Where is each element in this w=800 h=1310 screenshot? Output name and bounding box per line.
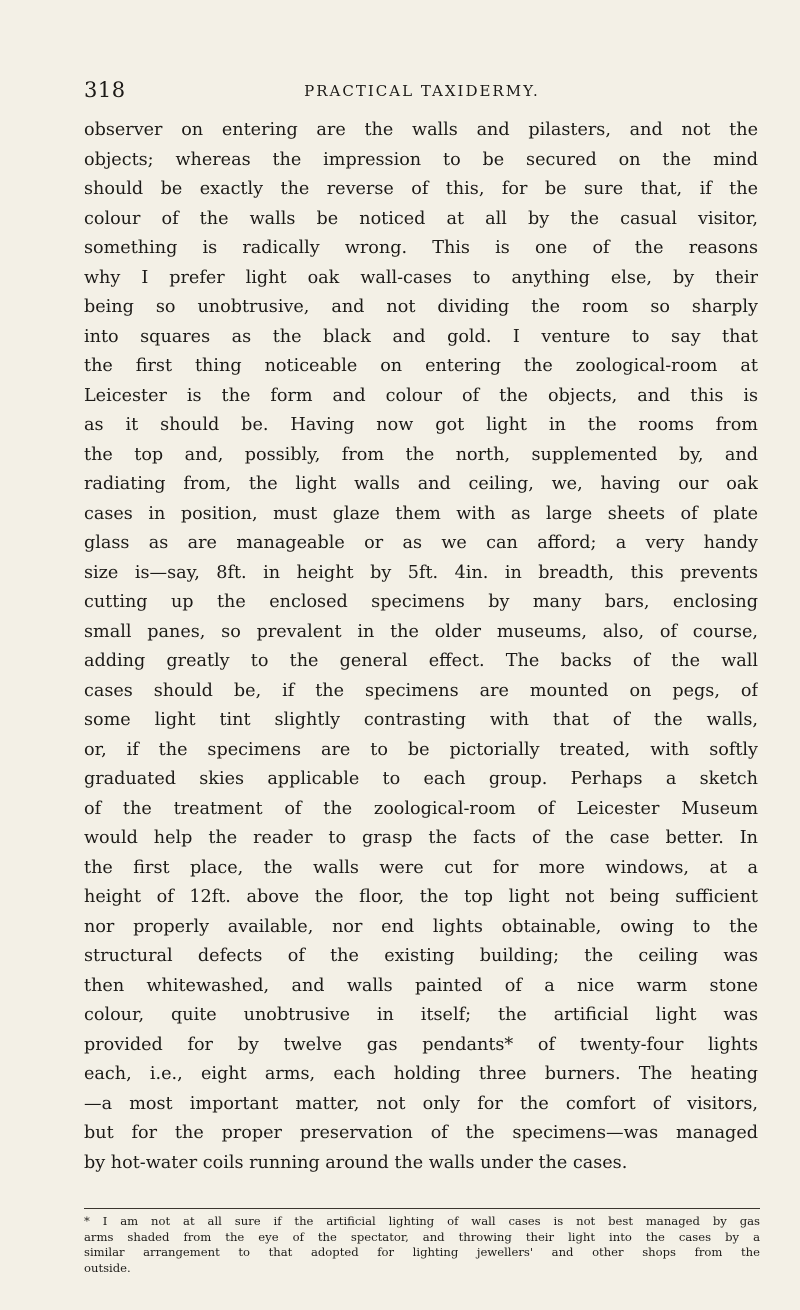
footnote: [84, 1214, 760, 1276]
text-line: radiating from, the light walls and ceiling, we, having our oak: [84, 474, 758, 494]
text-line: or, if the specimens are to be pictorially treated, with softly: [84, 739, 758, 760]
text-line: the first place, the walls were cut for more windows, at a: [84, 857, 758, 878]
text-line: being so unobtrusive, and not dividing the room so sharply: [84, 297, 758, 317]
text-line: provided for by twelve gas pendants* of twenty-four lights: [84, 1034, 758, 1055]
text-line: colour, quite unobtrusive in itself; the artificial light was: [84, 1005, 758, 1025]
text-line: some light tint slightly contrasting with that of the walls,: [84, 710, 758, 730]
text-line: the first thing noticeable on entering the zoological-room at: [84, 356, 758, 376]
text-line: structural defects of the existing building; the ceiling was: [84, 946, 758, 966]
text-line: cases should be, if the specimens are mounted on pegs, of: [84, 680, 758, 701]
running-head: PRACTICAL TAXIDERMY.: [304, 82, 540, 100]
text-line: colour of the walls be noticed at all by the casual visitor,: [84, 208, 758, 229]
footnote-line: * I am not at all sure if the artificial lighting of wall cases is not best managed by gas: [84, 1214, 760, 1228]
text-line: adding greatly to the general effect. The backs of the wall: [84, 651, 758, 671]
text-line: should be exactly the reverse of this, for be sure that, if the: [84, 179, 758, 199]
body-text: [84, 116, 758, 1178]
text-line: into squares as the black and gold. I venture to say that: [84, 326, 758, 347]
page-number: 318: [84, 78, 126, 102]
text-line: objects; whereas the impression to be secured on the mind: [84, 149, 758, 170]
text-line: why I prefer light oak wall-cases to anything else, by their: [84, 267, 758, 288]
text-line: of the treatment of the zoological-room of Leicester Museum: [84, 798, 758, 819]
text-line: but for the proper preservation of the specimens—was managed: [84, 1123, 758, 1143]
text-line: as it should be. Having now got light in the rooms from: [84, 415, 758, 435]
text-line: then whitewashed, and walls painted of a nice warm stone: [84, 975, 758, 996]
text-line: would help the reader to grasp the facts of the case better. In: [84, 828, 758, 848]
text-line: Leicester is the form and colour of the objects, and this is: [84, 385, 758, 406]
text-line: size is—say, 8ft. in height by 5ft. 4in. in breadth, this prevents: [84, 562, 758, 583]
text-line: graduated skies applicable to each group. Perhaps a sketch: [84, 769, 758, 789]
text-line: the top and, possibly, from the north, supplemented by, and: [84, 444, 758, 465]
footnote-line: arms shaded from the eye of the spectator, and throwing their light into the cases by a: [84, 1229, 760, 1244]
text-line: cutting up the enclosed specimens by many bars, enclosing: [84, 592, 758, 612]
footnote-divider: [84, 1208, 760, 1209]
text-line: height of 12ft. above the floor, the top light not being sufficient: [84, 887, 758, 907]
text-line: glass as are manageable or as we can afford; a very handy: [84, 533, 758, 553]
text-line: cases in position, must glaze them with as large sheets of plate: [84, 503, 758, 524]
text-line: —a most important matter, not only for the comfort of visitors,: [84, 1093, 758, 1114]
footnote-line: outside.: [84, 1260, 131, 1275]
text-line: observer on entering are the walls and pilasters, and not the: [84, 120, 758, 140]
footnote-line: similar arrangement to that adopted for lighting jewellers' and other shops from the: [84, 1245, 760, 1259]
page-header: [84, 78, 760, 108]
text-line: small panes, so prevalent in the older museums, also, of course,: [84, 621, 758, 642]
text-line: each, i.e., eight arms, each holding three burners. The heating: [84, 1064, 758, 1084]
text-line: something is radically wrong. This is one of the reasons: [84, 238, 758, 258]
text-line: nor properly available, nor end lights obtainable, owing to the: [84, 916, 758, 937]
text-line: by hot-water coils running around the walls under the cases.: [84, 1152, 628, 1173]
